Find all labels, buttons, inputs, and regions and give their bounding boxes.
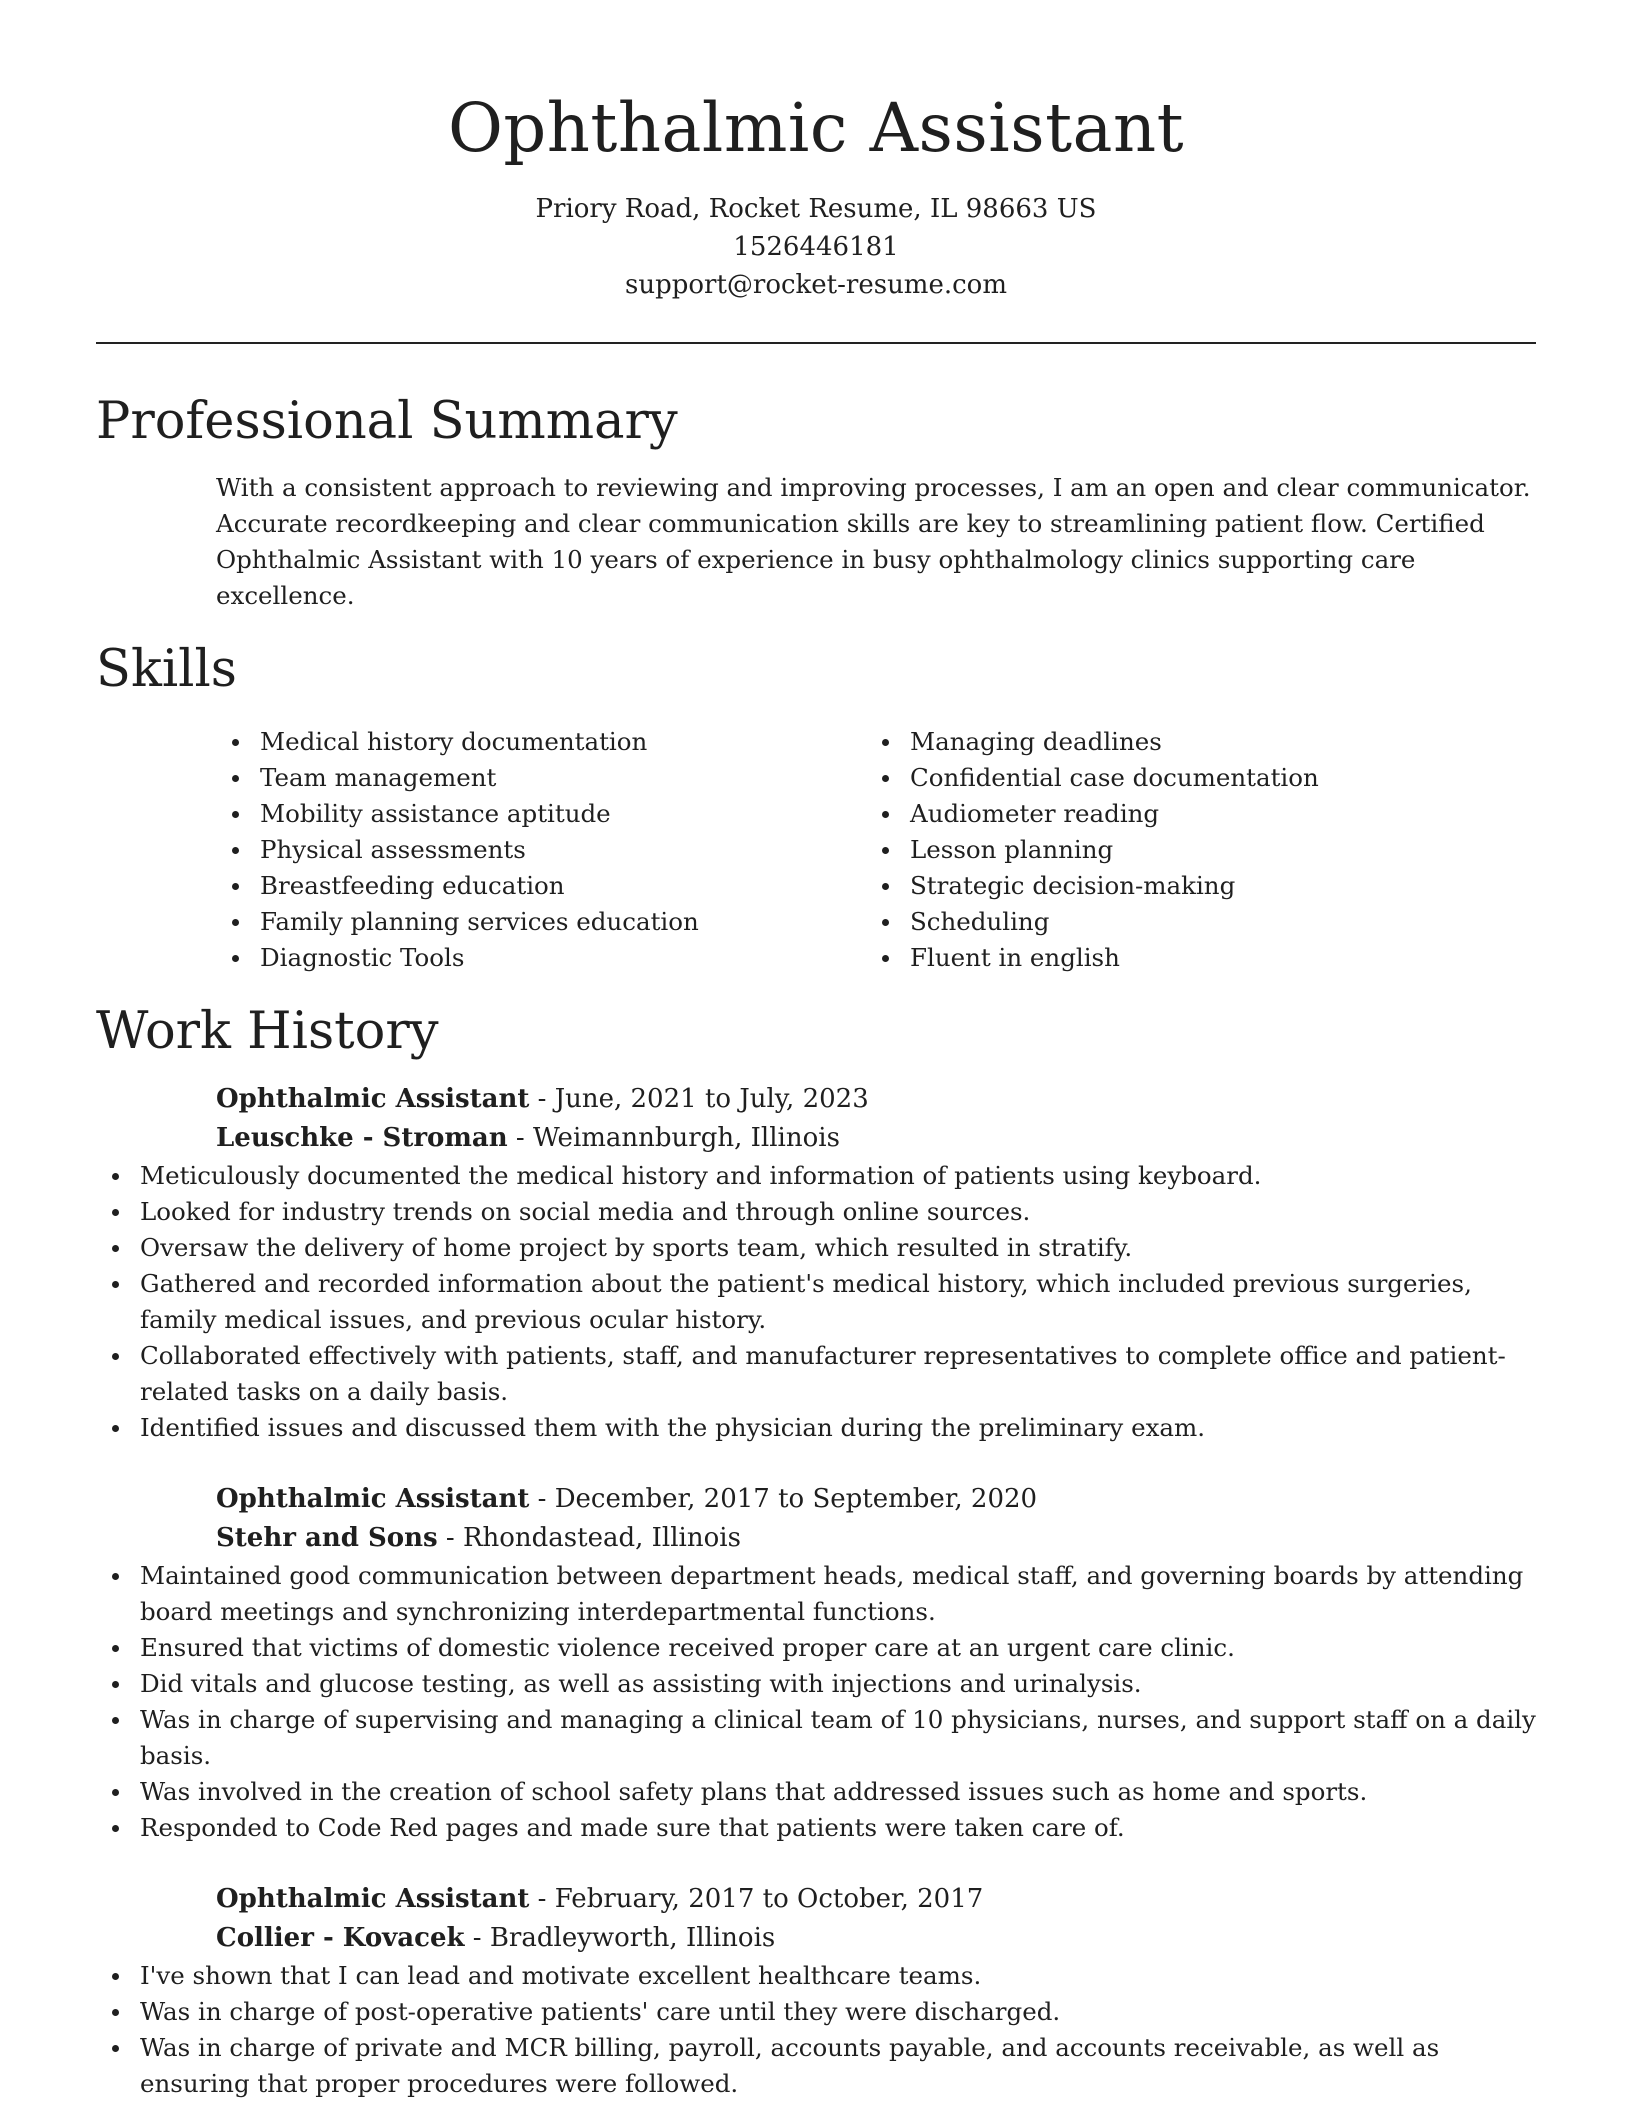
list-item: Family planning services education (216, 904, 866, 940)
list-item: Was in charge of private and MCR billing, payroll, accounts payable, and accounts receivable, as well as ensuring that proper procedures were followed. (96, 2030, 1536, 2102)
job-location: - Bradleyworth, Illinois (464, 1923, 776, 1953)
job-entry (140, 1080, 1536, 1446)
list-item: Managing deadlines (866, 724, 1516, 760)
list-item: Diagnostic Tools (216, 940, 866, 976)
list-item: Was involved in the creation of school safety plans that addressed issues such as home and sports. (96, 1774, 1536, 1810)
job-company: Stehr and Sons (216, 1523, 438, 1553)
job-location: - Rhondastead, Illinois (437, 1523, 741, 1553)
job-location: - Weimannburgh, Illinois (507, 1123, 840, 1153)
jobs-list (96, 1080, 1536, 2102)
list-item: Lesson planning (866, 832, 1516, 868)
job-entry (140, 1480, 1536, 1846)
list-item: Team management (216, 760, 866, 796)
list-item: Scheduling (866, 904, 1516, 940)
list-item: Collaborated effectively with patients, staff, and manufacturer representatives to complete office and patient-related tasks on a daily basis. (96, 1338, 1536, 1410)
job-dates: - February, 2017 to October, 2017 (529, 1884, 984, 1914)
job-company-line (216, 1919, 1536, 1958)
list-item: Breastfeeding education (216, 868, 866, 904)
list-item: Ensured that victims of domestic violence received proper care at an urgent care clinic. (96, 1630, 1536, 1666)
list-item: Meticulously documented the medical history and information of patients using keyboard. (96, 1158, 1536, 1194)
job-bullets (96, 1558, 1536, 1846)
job-title-line (216, 1480, 1536, 1519)
job-company: Collier - Kovacek (216, 1923, 465, 1953)
email: support@rocket-resume.com (624, 270, 1007, 300)
job-company-line (216, 1519, 1536, 1558)
list-item: Mobility assistance aptitude (216, 796, 866, 832)
job-bullets (96, 1158, 1536, 1446)
skills-section (96, 636, 1536, 976)
list-item: Was in charge of supervising and managing a clinical team of 10 physicians, nurses, and support staff on a daily basis. (96, 1702, 1536, 1774)
list-item: Did vitals and glucose testing, as well as assisting with injections and urinalysis. (96, 1666, 1536, 1702)
job-role: Ophthalmic Assistant (216, 1084, 530, 1114)
list-item: Looked for industry trends on social media and through online sources. (96, 1194, 1536, 1230)
address: Priory Road, Rocket Resume, IL 98663 US (535, 194, 1097, 224)
job-entry (140, 1880, 1536, 2102)
job-role: Ophthalmic Assistant (216, 1884, 530, 1914)
job-title-line (216, 1880, 1536, 1919)
phone: 1526446181 (733, 232, 899, 262)
summary-title: Professional Summary (96, 392, 678, 451)
candidate-name: Ophthalmic Assistant (447, 89, 1185, 167)
summary-section (96, 388, 1536, 614)
list-item: Identified issues and discussed them with the physician during the preliminary exam. (96, 1410, 1536, 1446)
work-history-section (96, 998, 1536, 2102)
job-dates: - June, 2021 to July, 2023 (529, 1084, 869, 1114)
resume-header (96, 0, 1536, 304)
skills-right-list (866, 724, 1516, 976)
list-item: Confidential case documentation (866, 760, 1516, 796)
list-item: Oversaw the delivery of home project by sports team, which resulted in stratify. (96, 1230, 1536, 1266)
skills-left-list (216, 724, 866, 976)
list-item: Was in charge of post-operative patients' care until they were discharged. (96, 1994, 1536, 2030)
list-item: Medical history documentation (216, 724, 866, 760)
list-item: Strategic decision-making (866, 868, 1516, 904)
header-divider (96, 342, 1536, 344)
contact-block (96, 190, 1536, 304)
list-item: Maintained good communication between department heads, medical staff, and governing boards by attending board meetings and synchronizing interdepartmental functions. (96, 1558, 1536, 1630)
job-company: Leuschke - Stroman (216, 1123, 508, 1153)
list-item: Physical assessments (216, 832, 866, 868)
list-item: Gathered and recorded information about the patient's medical history, which included previous surgeries, family medical issues, and previous ocular history. (96, 1266, 1536, 1338)
job-company-line (216, 1119, 1536, 1158)
job-bullets (96, 1958, 1536, 2102)
job-title-line (216, 1080, 1536, 1119)
work-history-title: Work History (96, 1002, 439, 1061)
resume-page (96, 0, 1536, 2102)
list-item: Responded to Code Red pages and made sure that patients were taken care of. (96, 1810, 1536, 1846)
job-dates: - December, 2017 to September, 2020 (529, 1484, 1038, 1514)
skills-columns (216, 724, 1536, 976)
summary-text: With a consistent approach to reviewing and improving processes, I am an open and clear communicator. Accurate recordkeeping and clear communication skills are key to streamlining patient flow. Certified Ophthalmic Assistant with 10 years of experience in busy ophthalmology clinics supporting care excellence. (216, 473, 1531, 610)
skills-title: Skills (96, 640, 237, 699)
list-item: Audiometer reading (866, 796, 1516, 832)
job-role: Ophthalmic Assistant (216, 1484, 530, 1514)
list-item: Fluent in english (866, 940, 1516, 976)
list-item: I've shown that I can lead and motivate excellent healthcare teams. (96, 1958, 1536, 1994)
